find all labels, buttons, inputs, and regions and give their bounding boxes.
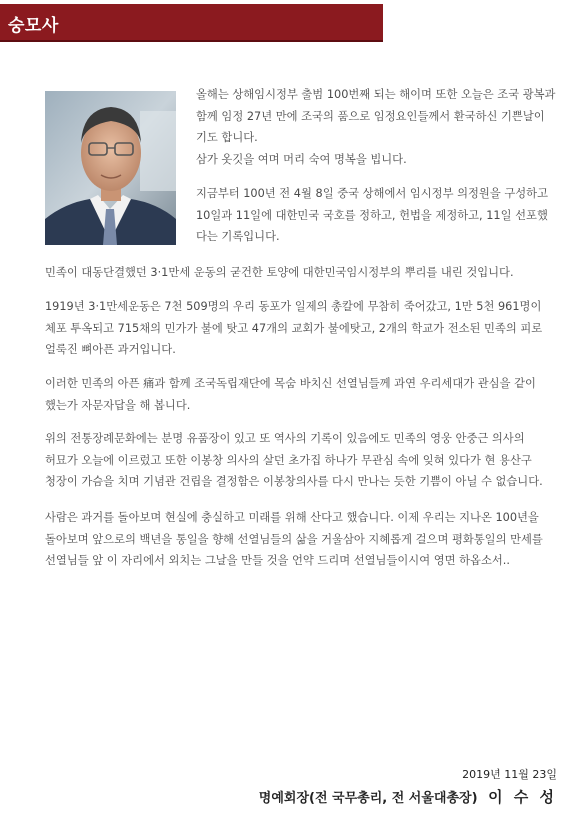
history-paragraph: [196, 183, 561, 248]
text-line: 삼가 옷깃을 여며 머리 숙여 명복을 빕니다.: [196, 152, 407, 166]
body-paragraph-5: [45, 373, 565, 416]
body-paragraph-3: [45, 262, 565, 284]
section-title-bar: [0, 4, 383, 42]
text-line: 10일과 11일에 대한민국 국호를 정하고, 헌법을 제정하고, 11일 선포했: [196, 208, 548, 222]
text-line: 올해는 상해임시정부 출범 100번째 되는 해이며 또한 오늘은 조국 광복과: [196, 88, 556, 101]
text-line: 청장이 가슴을 치며 기념관 건립을 결정함은 이봉창의사를 다시 만나는 듯한 기쁨이 아닐 수 없습니다.: [45, 475, 543, 488]
text-line: 허묘가 오늘에 이르렀고 또한 이봉창 의사의 살던 초가집 하나가 무관심 속에 잊혀 있다가 현 용산구: [45, 453, 532, 467]
text-line: 민족이 대동단결했던 3·1만세 운동의 굳건한 토양에 대한민국임시정부의 뿌리를 내린 것입니다.: [45, 266, 514, 279]
text-line: 함께 임정 27년 만에 조국의 품으로 임정요인들께서 환국하신 기쁜날이: [196, 109, 545, 123]
text-line: 체포 투옥되고 715채의 민가가 불에 탓고 47개의 교회가 불에탓고, 2개의 학교가 전소된 민족의 피로: [45, 321, 543, 335]
body-paragraph-4: [45, 296, 565, 361]
portrait-photo: [45, 91, 176, 245]
text-line: 다는 기록입니다.: [196, 230, 280, 243]
text-line: 했는가 자문자답을 해 봅니다.: [45, 398, 191, 412]
text-line: 지금부터 100년 전 4월 8일 중국 상해에서 임시정부 의정원을 구성하고: [196, 187, 548, 200]
signature-date: 2019년 11월 23일: [462, 768, 557, 781]
text-line: 돌아보며 앞으로의 백년을 통일을 향해 선열님들의 삶을 거울삼아 지혜롭게 걸으며 평화통일의 만세를: [45, 532, 543, 546]
body-paragraph-7: [45, 507, 565, 572]
signature-line: [259, 786, 557, 807]
page-title: 숭모사: [8, 16, 59, 36]
text-line: 기도 합니다.: [196, 131, 258, 144]
text-line: 사람은 과거를 돌아보며 현실에 충실하고 미래를 위해 산다고 했습니다. 이제 우리는 지나온 100년을: [45, 511, 539, 524]
intro-paragraph: [196, 84, 561, 170]
text-line: 1919년 3·1만세운동은 7천 509명의 우리 동포가 일제의 총칼에 무참히 죽어갔고, 1만 5천 961명이: [45, 300, 542, 313]
text-line: 이러한 민족의 아픈 痛과 함께 조국독립재단에 목숨 바치신 선열님들께 과연 우리세대가 관심을 같이: [45, 377, 536, 390]
text-line: 선열님들 앞 이 자리에서 외치는 그날을 만들 것을 언약 드리며 선열님들이시여 영면 하옵소서..: [45, 554, 510, 567]
body-paragraph-6: [45, 428, 565, 493]
signature-title: 명예회장(전 국무총리, 전 서울대총장): [258, 791, 478, 806]
signature-name: 이 수 성: [488, 788, 557, 806]
text-line: 얼룩진 뼈아픈 과거입니다.: [45, 343, 176, 356]
text-line: 위의 전통장례문화에는 분명 유품장이 있고 또 역사의 기록이 있음에도 민족의 영웅 안중근 의사의: [45, 432, 525, 445]
